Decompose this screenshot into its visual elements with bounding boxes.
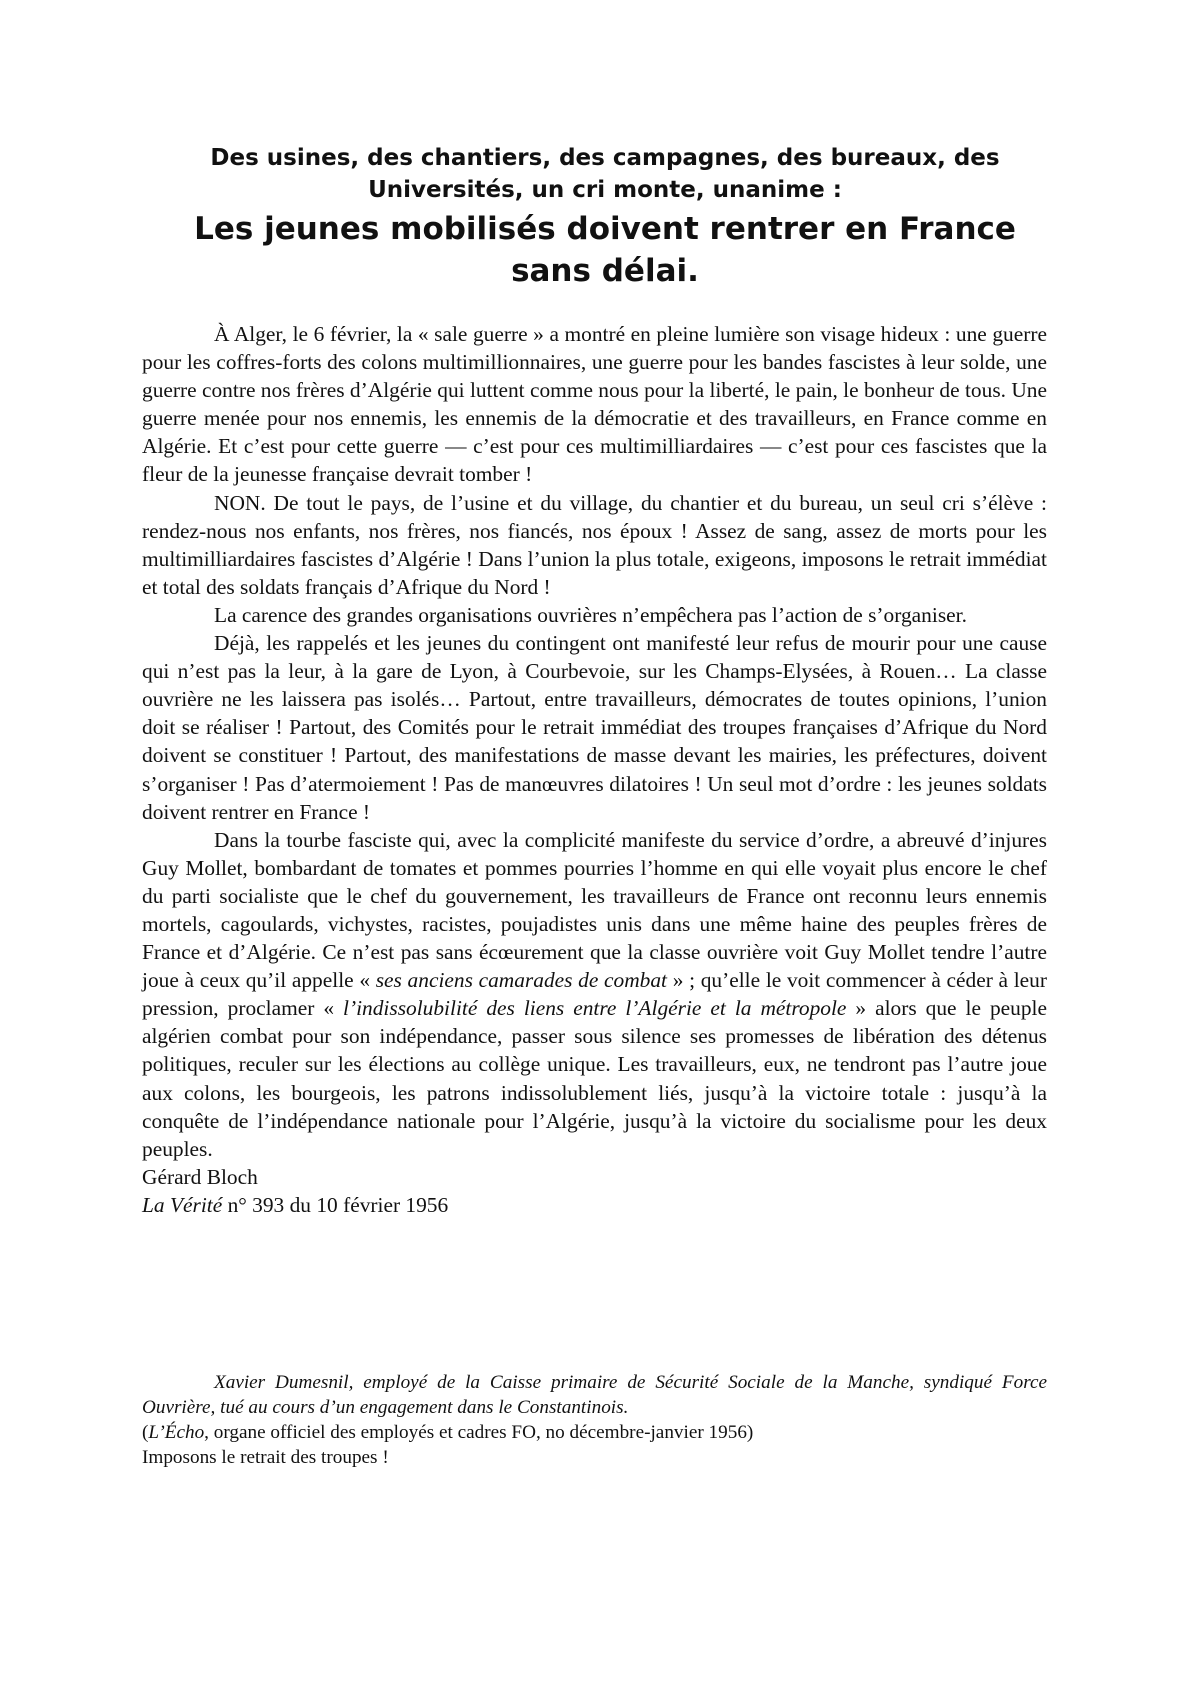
- paragraph-5: [142, 826, 1047, 1163]
- quote-anciens-camarades: ses anciens camarades de combat: [375, 968, 668, 993]
- paragraph-5-part-c: » alors que le peuple algérien combat pour son indépendance, passer sous silence ses promesses de libération des détenus politiques, reculer sur les élections au collège unique. Les travailleurs, eux, ne tendront pas l’autre joue aux colons, les bourgeois, les patrons indissolublement liés, jusqu’à la victoire totale : jusqu’à la conquête de l’indépendance nationale pour l’Algérie, jusqu’à la victoire du socialisme pour les deux peuples.: [142, 996, 1047, 1161]
- paragraph-5-part-b: » ; qu’elle le voit commencer à céder à leur pression, proclamer «: [142, 968, 1047, 1021]
- article-title: Les jeunes mobilisés doivent rentrer en France sans délai.: [194, 211, 1016, 289]
- paragraph-1: À Alger, le 6 février, la « sale guerre » a montré en pleine lumière son visage hideux : une guerre pour les coffres-forts des colons multimillionnaires, une guerre pour les bandes fascistes à leur solde, une guerre contre nos frères d’Algérie qui luttent comme nous pour la liberté, le pain, le bonheur de tous. Une guerre menée pour nos ennemis, les ennemis de la démocratie et des travailleurs, en France comme en Algérie. Et c’est pour cette guerre — c’est pour ces multimilliardaires — c’est pour ces fascistes que la fleur de la jeunesse française devrait tomber !: [142, 322, 1047, 487]
- source-issue: n° 393 du 10 février 1956: [222, 1192, 449, 1217]
- paragraph-4: Déjà, les rappelés et les jeunes du contingent ont manifesté leur refus de mourir pour une cause qui n’est pas la leur, à la gare de Lyon, à Courbevoie, sur les Champs-Elysées, à Rouen… La classe ouvrière ne les laissera pas isolés… Partout, entre travailleurs, démocrates de toutes opinions, l’union doit se réaliser ! Partout, des Comités pour le retrait immédiat des troupes françaises d’Afrique du Nord doivent se constituer ! Partout, des manifestations de masse devant les mairies, les préfectures, doivent s’organiser ! Pas d’atermoiement ! Pas de manœuvres dilatoires ! Un seul mot d’ordre : les jeunes soldats doivent rentrer en France !: [142, 631, 1047, 824]
- caption-source: [142, 1420, 1047, 1445]
- author-signature: Gérard Bloch: [142, 1164, 258, 1189]
- caption-source-open: (: [142, 1422, 149, 1443]
- caption-source-rest: , organe officiel des employés et cadres FO, no décembre-janvier 1956): [204, 1422, 754, 1443]
- source-citation: [142, 1191, 1047, 1219]
- article-header: [160, 142, 1050, 292]
- paragraph-5-part-a: Dans la tourbe fasciste qui, avec la complicité manifeste du service d’ordre, a abreuvé d’injures Guy Mollet, bombardant de tomates et pommes pourries l’homme en qui elle voyait plus encore le chef du parti socialiste que le chef du gouvernement, les travailleurs de France ont reconnu leurs ennemis mortels, cagoulards, vichystes, racistes, poujadistes unis dans une même haine des peuples frères de France et d’Algérie. Ce n’est pas sans écœurement que la classe ouvrière voit Guy Mollet tendre l’autre joue à ceux qu’il appelle «: [142, 827, 1047, 993]
- caption-source-publication: L’Écho: [148, 1422, 205, 1443]
- article-body: [142, 320, 1047, 1219]
- article-kicker: Des usines, des chantiers, des campagnes, des bureaux, des Universités, un cri monte, unanime :: [210, 145, 1000, 203]
- slogan: Imposons le retrait des troupes !: [142, 1447, 389, 1468]
- quote-indissolubilite: l’indissolubilité des liens entre l’Algérie et la métropole: [343, 996, 847, 1021]
- photo-caption: Xavier Dumesnil, employé de la Caisse primaire de Sécurité Sociale de la Manche, syndiqué Force Ouvrière, tué au cours d’un engagement dans le Constantinois.: [142, 1372, 1047, 1418]
- paragraph-3: La carence des grandes organisations ouvrières n’empêchera pas l’action de s’organiser.: [214, 602, 967, 627]
- footnote-block: [142, 1370, 1047, 1470]
- source-publication: La Vérité: [142, 1192, 223, 1217]
- paragraph-2: NON. De tout le pays, de l’usine et du village, du chantier et du bureau, un seul cri s’élève : rendez-nous nos enfants, nos frères, nos fiancés, nos époux ! Assez de sang, assez de morts pour les multimilliardaires fascistes d’Algérie ! Dans l’union la plus totale, exigeons, imposons le retrait immédiat et total des soldats français d’Afrique du Nord !: [142, 490, 1047, 599]
